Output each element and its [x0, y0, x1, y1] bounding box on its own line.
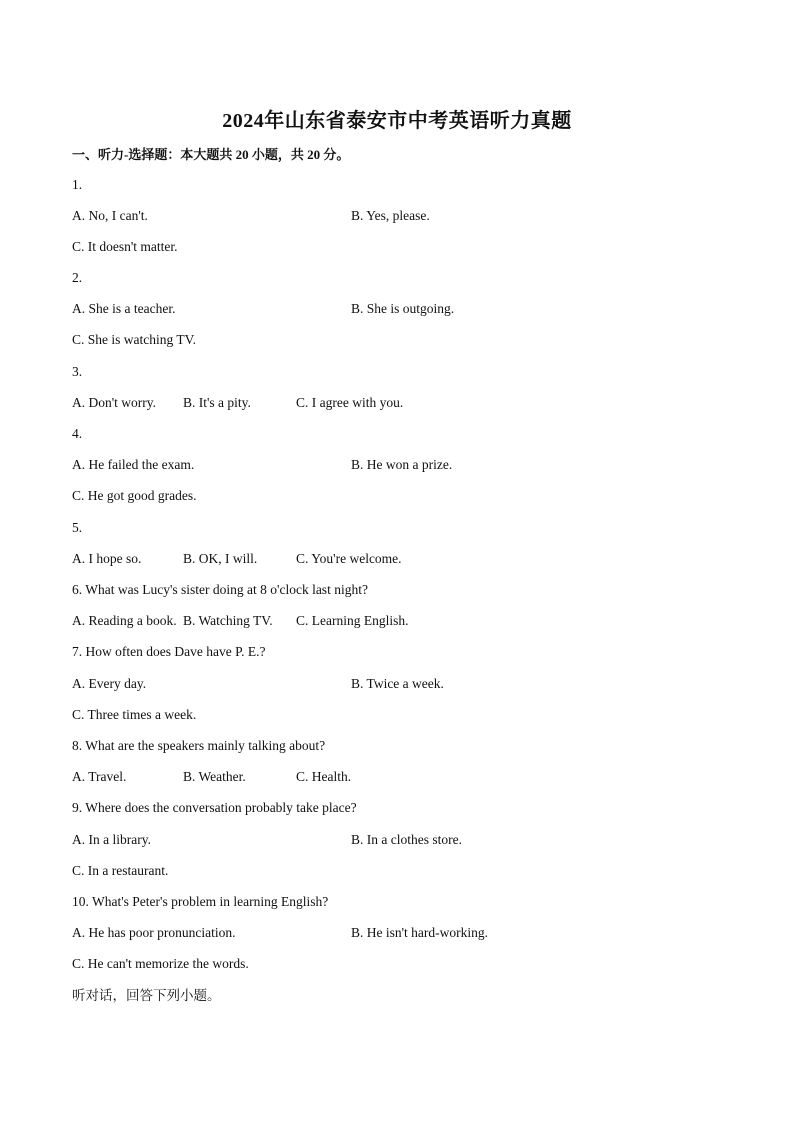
question-1-option-b: B. Yes, please. — [351, 208, 430, 223]
question-10-option-c: C. He can't memorize the words. — [72, 956, 249, 971]
question-3-option-c: C. I agree with you. — [296, 395, 404, 410]
question-2-stem: 2. — [72, 270, 83, 285]
page-title: 2024年山东省泰安市中考英语听力真题 — [222, 110, 572, 132]
question-9-option-c: C. In a restaurant. — [72, 863, 169, 878]
question-6-option-a: A. Reading a book. — [72, 613, 177, 628]
section-heading: 一、听力-选择题：本大题共 20 小题，共 20 分。 — [72, 147, 350, 162]
question-7-stem: 7. How often does Dave have P. E.? — [72, 644, 266, 659]
instruction-text: 听对话，回答下列小题。 — [72, 988, 221, 1003]
question-5-option-b: B. OK, I will. — [183, 551, 258, 566]
question-7-option-c: C. Three times a week. — [72, 707, 197, 722]
question-9-option-b: B. In a clothes store. — [351, 832, 462, 847]
question-6-stem: 6. What was Lucy's sister doing at 8 o'clock last night? — [72, 582, 368, 597]
question-9-option-a: A. In a library. — [72, 832, 151, 847]
question-5-option-a: A. I hope so. — [72, 551, 142, 566]
question-5-option-c: C. You're welcome. — [296, 551, 402, 566]
question-1-stem: 1. — [72, 177, 83, 192]
question-4-stem: 4. — [72, 426, 83, 441]
question-8-option-b: B. Weather. — [183, 769, 246, 784]
question-4-option-b: B. He won a prize. — [351, 457, 453, 472]
question-7-option-a: A. Every day. — [72, 676, 147, 691]
question-10-option-b: B. He isn't hard-working. — [351, 925, 489, 940]
question-2-option-b: B. She is outgoing. — [351, 301, 455, 316]
question-4-option-a: A. He failed the exam. — [72, 457, 195, 472]
question-4-option-c: C. He got good grades. — [72, 488, 197, 503]
question-3-stem: 3. — [72, 364, 83, 379]
question-8-option-c: C. Health. — [296, 769, 352, 784]
question-9-stem: 9. Where does the conversation probably take place? — [72, 800, 357, 815]
question-6-option-b: B. Watching TV. — [183, 613, 273, 628]
question-1-option-a: A. No, I can't. — [72, 208, 148, 223]
question-8-stem: 8. What are the speakers mainly talking about? — [72, 738, 326, 753]
question-5-stem: 5. — [72, 520, 83, 535]
question-3-option-b: B. It's a pity. — [183, 395, 251, 410]
question-2-option-c: C. She is watching TV. — [72, 332, 197, 347]
question-7-option-b: B. Twice a week. — [351, 676, 444, 691]
question-8-option-a: A. Travel. — [72, 769, 127, 784]
question-10-stem: 10. What's Peter's problem in learning English? — [72, 894, 329, 909]
question-1-option-c: C. It doesn't matter. — [72, 239, 178, 254]
question-10-option-a: A. He has poor pronunciation. — [72, 925, 236, 940]
question-6-option-c: C. Learning English. — [296, 613, 409, 628]
question-2-option-a: A. She is a teacher. — [72, 301, 176, 316]
question-3-option-a: A. Don't worry. — [72, 395, 157, 410]
